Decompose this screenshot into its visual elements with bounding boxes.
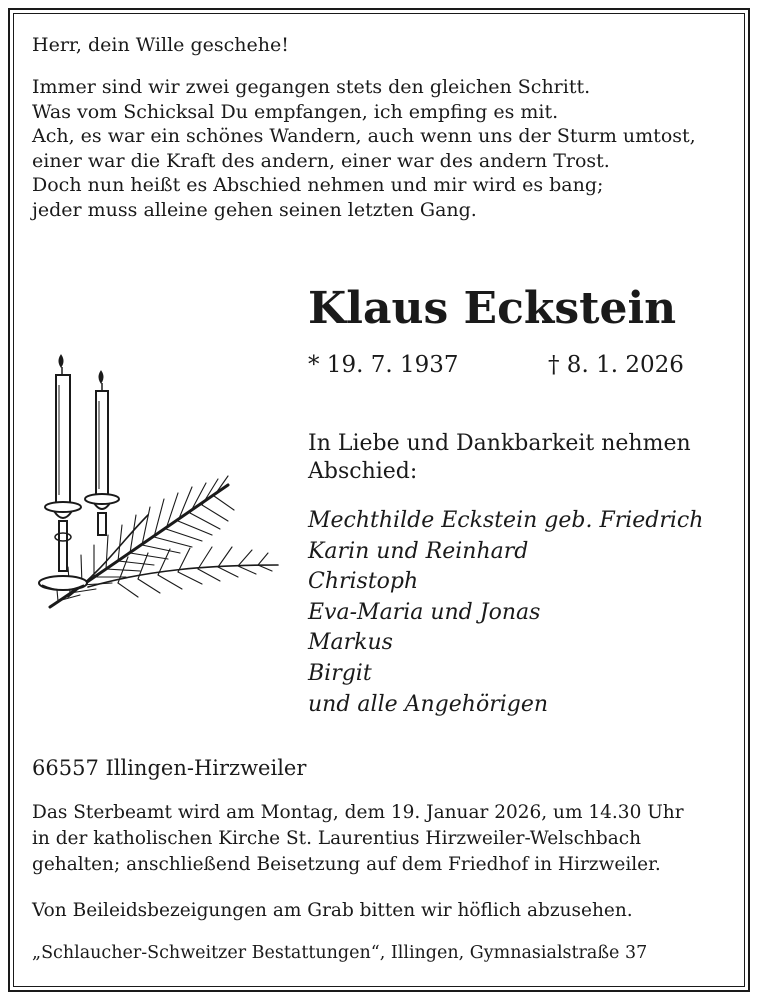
poem-line: Was vom Schicksal Du empfangen, ich empfing es mit. bbox=[32, 100, 559, 123]
mourner: und alle Angehörigen bbox=[308, 691, 549, 717]
poem-line: jeder muss alleine gehen seinen letzten Gang. bbox=[32, 198, 477, 221]
candle-icon bbox=[85, 371, 119, 535]
undertaker-info: „Schlaucher-Schweitzer Bestattungen“, Illingen, Gymnasialstraße 37 bbox=[32, 943, 648, 963]
poem-line: Immer sind wir zwei gegangen stets den gleichen Schritt. bbox=[32, 76, 591, 98]
mourner: Markus bbox=[308, 630, 393, 656]
death-date: † 8. 1. 2026 bbox=[548, 352, 684, 378]
service-line: in der katholischen Kirche St. Laurentius Hirzweiler-Welschbach bbox=[32, 828, 642, 849]
service-info bbox=[32, 800, 684, 878]
mourner: Christoph bbox=[308, 569, 419, 595]
candles-and-fir-branch-illustration bbox=[28, 345, 290, 623]
mourner: Birgit bbox=[308, 660, 372, 686]
poem-line: Ach, es war ein schönes Wandern, auch wenn uns der Sturm umtost, bbox=[32, 125, 696, 147]
poem bbox=[32, 75, 696, 222]
mourner: Mechthilde Eckstein geb. Friedrich bbox=[308, 508, 704, 533]
mourner: Eva-Maria und Jonas bbox=[308, 599, 541, 625]
condolences-note: Von Beileidsbezeigungen am Grab bitten wir höflich abzusehen. bbox=[32, 900, 633, 921]
mourner: Karin und Reinhard bbox=[308, 538, 529, 564]
service-line: Das Sterbeamt wird am Montag, dem 19. Januar 2026, um 14.30 Uhr bbox=[32, 802, 684, 823]
deceased-name: Klaus Eckstein bbox=[308, 283, 677, 334]
poem-line: Doch nun heißt es Abschied nehmen und mir wird es bang; bbox=[32, 174, 604, 196]
intro-line: Herr, dein Wille geschehe! bbox=[32, 34, 289, 56]
farewell-text: In Liebe und Dankbarkeit nehmen Abschied: bbox=[308, 431, 691, 484]
address: 66557 Illingen-Hirzweiler bbox=[32, 756, 307, 780]
service-line: gehalten; anschließend Beisetzung auf dem Friedhof in Hirzweiler. bbox=[32, 854, 661, 875]
candle-icon bbox=[39, 355, 87, 590]
mourners-list bbox=[308, 506, 703, 720]
poem-line: einer war die Kraft des andern, einer war des andern Trost. bbox=[32, 149, 610, 172]
birth-date: * 19. 7. 1937 bbox=[308, 352, 459, 378]
